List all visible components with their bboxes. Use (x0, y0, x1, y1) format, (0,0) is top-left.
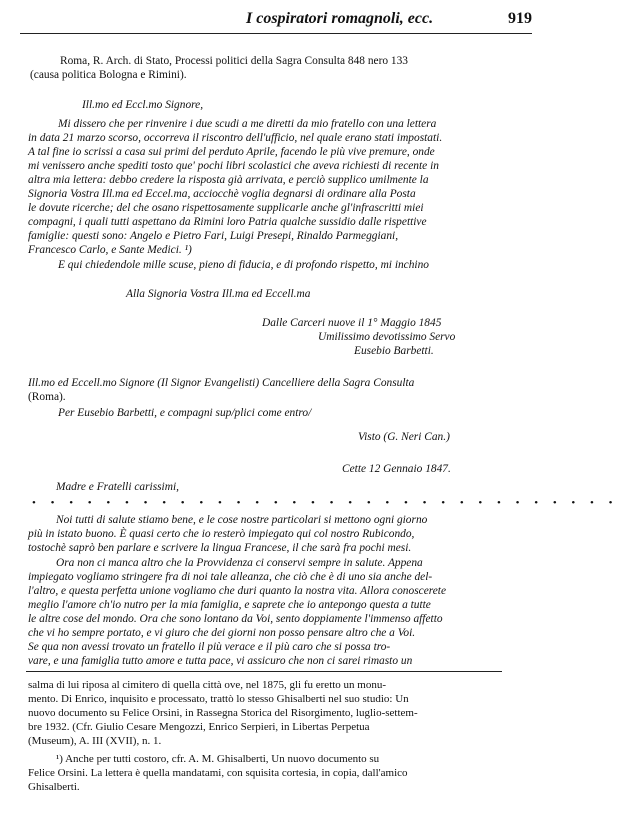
page-header (20, 10, 532, 32)
footnote-line: salma di lui riposa al cimitero di quella città ove, nel 1875, gli fu eretto un monu- (28, 679, 387, 691)
letter1-closing: Alla Signoria Vostra Ill.ma ed Eccell.ma (126, 288, 311, 300)
footnote-line: bre 1932. (Cfr. Giulio Cesare Mengozzi, Enrico Serpieri, in Libertas Perpetua (28, 721, 370, 733)
letter1-body-line: E qui chiedendole mille scuse, pieno di fiducia, e di profondo rispetto, mi inchino (58, 259, 429, 271)
letter2-body-line: le altre cose del mondo. Ora che sono lontano da Voi, sento doppiamente l'immenso affetto (28, 613, 443, 625)
running-title: I cospiratori romagnoli, ecc. (246, 10, 434, 27)
letter2-body-line: più in istato buono. È quasi certo che io resterò impiegato qui col nostro Rubicondo, (28, 528, 415, 540)
letter2-place-date: Cette 12 Gennaio 1847. (342, 463, 451, 475)
footnote-rule (26, 671, 502, 672)
letter1-body-line: le dovute ricerche; del che osano rispettosamente supplicarle anche gl'infrascritti miei (28, 202, 424, 214)
letter1-body-line: A tal fine io scrissi a casa sui primi del perduto Aprile, facendo le più vive premure, onde (28, 146, 435, 158)
footnote-1-line: Ghisalberti. (28, 781, 80, 793)
letter1-body-line: Francesco Carlo, e Sante Medici. ¹) (28, 244, 192, 256)
ellipsis-dots: • • • • • • • • • • • • • • • • • • • • • • • • • • • • • • • • (32, 497, 618, 509)
letter2-body-line: tostochè saprò ben parlare e scrivere la lingua Francese, il che sarà fra pochi mesi. (28, 542, 412, 554)
letter1-body-line: famiglie: questi sono: Angelo e Pietro Fari, Luigi Presepi, Rinaldo Parmeggiani, (28, 230, 399, 242)
letter2-body-line: impiegato vogliamo stringere fra di noi tale alleanza, che ciò che è di uno sia anche del- (28, 571, 433, 583)
footnote-1-line: ¹) Anche per tutti costoro, cfr. A. M. Ghisalberti, Un nuovo documento su (56, 753, 380, 765)
footnote-line: (Museum), A. III (XVII), n. 1. (28, 735, 162, 747)
letter1-body-line: Mi dissero che per rinvenire i due scudi a me diretti da mio fratello con una lettera (58, 118, 437, 130)
address-line: (Roma). (28, 391, 66, 403)
letter2-body-line: che vi ho sempre portato, e vi giuro che dei giorni non posso pensare altro che a Voi. (28, 627, 416, 639)
letter2-body-line: meglio l'amore ch'io nutro per la mia famiglia, e saprete che io antepongo questa a tutte (28, 599, 431, 611)
letter1-body-line: mi venissero anche spediti tosto que' pochi libri scolastici che aveva richiesti di recente in (28, 160, 439, 172)
footnote-line: mento. Di Enrico, inquisito e processato, trattò lo stesso Ghisalberti nel suo studio: Un (28, 693, 409, 705)
footnote-1-line: Felice Orsini. La lettera è quella mandatami, con squisita cortesia, in copia, dall'amico (28, 767, 408, 779)
footnote-line: nuovo documento su Felice Orsini, in Rassegna Storica del Risorgimento, luglio-settem- (28, 707, 418, 719)
source-note-line: Roma, R. Arch. di Stato, Processi politici della Sagra Consulta 848 nero 133 (60, 55, 409, 67)
letter2-body-line: vare, e una famiglia tutto amore e tutta pace, vi assicuro che non ci sarei rimasto un (28, 655, 413, 667)
visto-note: Visto (G. Neri Can.) (358, 431, 450, 443)
page-number: 919 (508, 10, 532, 27)
header-rule (20, 33, 532, 34)
letter2-salutation: Madre e Fratelli carissimi, (56, 481, 179, 493)
letter1-valediction: Umilissimo devotissimo Servo (318, 331, 456, 343)
source-note-line: (causa politica Bologna e Rimini). (30, 69, 187, 81)
letter2-body-line: Noi tutti di salute stiamo bene, e le cose nostre particolari si mettono ogni giorno (56, 514, 428, 526)
letter1-salutation: Ill.mo ed Eccl.mo Signore, (82, 99, 204, 111)
letter2-body-line: l'altro, e questa perfetta unione vogliamo che duri quanto la nostra vita. Allora conoscerete (28, 585, 447, 597)
letter1-place-date: Dalle Carceri nuove il 1° Maggio 1845 (262, 317, 442, 329)
letter2-body-line: Ora non ci manca altro che la Provvidenza ci conservi sempre in salute. Appena (56, 557, 423, 569)
letter1-body-line: Signoria Vostra Ill.ma ed Eccel.ma, acciocchè voglia degnarsi di ordinare alla Posta (28, 188, 416, 200)
letter1-body-line: altra mia lettera: debbo credere la risposta già arrivata, e perciò supplico umilmente la (28, 174, 429, 186)
letter1-signature: Eusebio Barbetti. (354, 345, 434, 357)
address-line: Ill.mo ed Eccell.mo Signore (Il Signor Evangelisti) Cancelliere della Sagra Consulta (28, 377, 415, 389)
address-line: Per Eusebio Barbetti, e compagni sup/plici come entro/ (58, 407, 312, 419)
letter1-body-line: in data 21 marzo scorso, occorreva il riscontro dell'ufficio, nel quale erano stati impostati. (28, 132, 443, 144)
letter1-body-line: compagni, i quali tutti aspettano da Rimini loro Patria qualche sussidio dalle rispettive (28, 216, 427, 228)
letter2-body-line: Se qua non avessi trovato un fratello il più verace e il più caro che si possa tro- (28, 641, 391, 653)
